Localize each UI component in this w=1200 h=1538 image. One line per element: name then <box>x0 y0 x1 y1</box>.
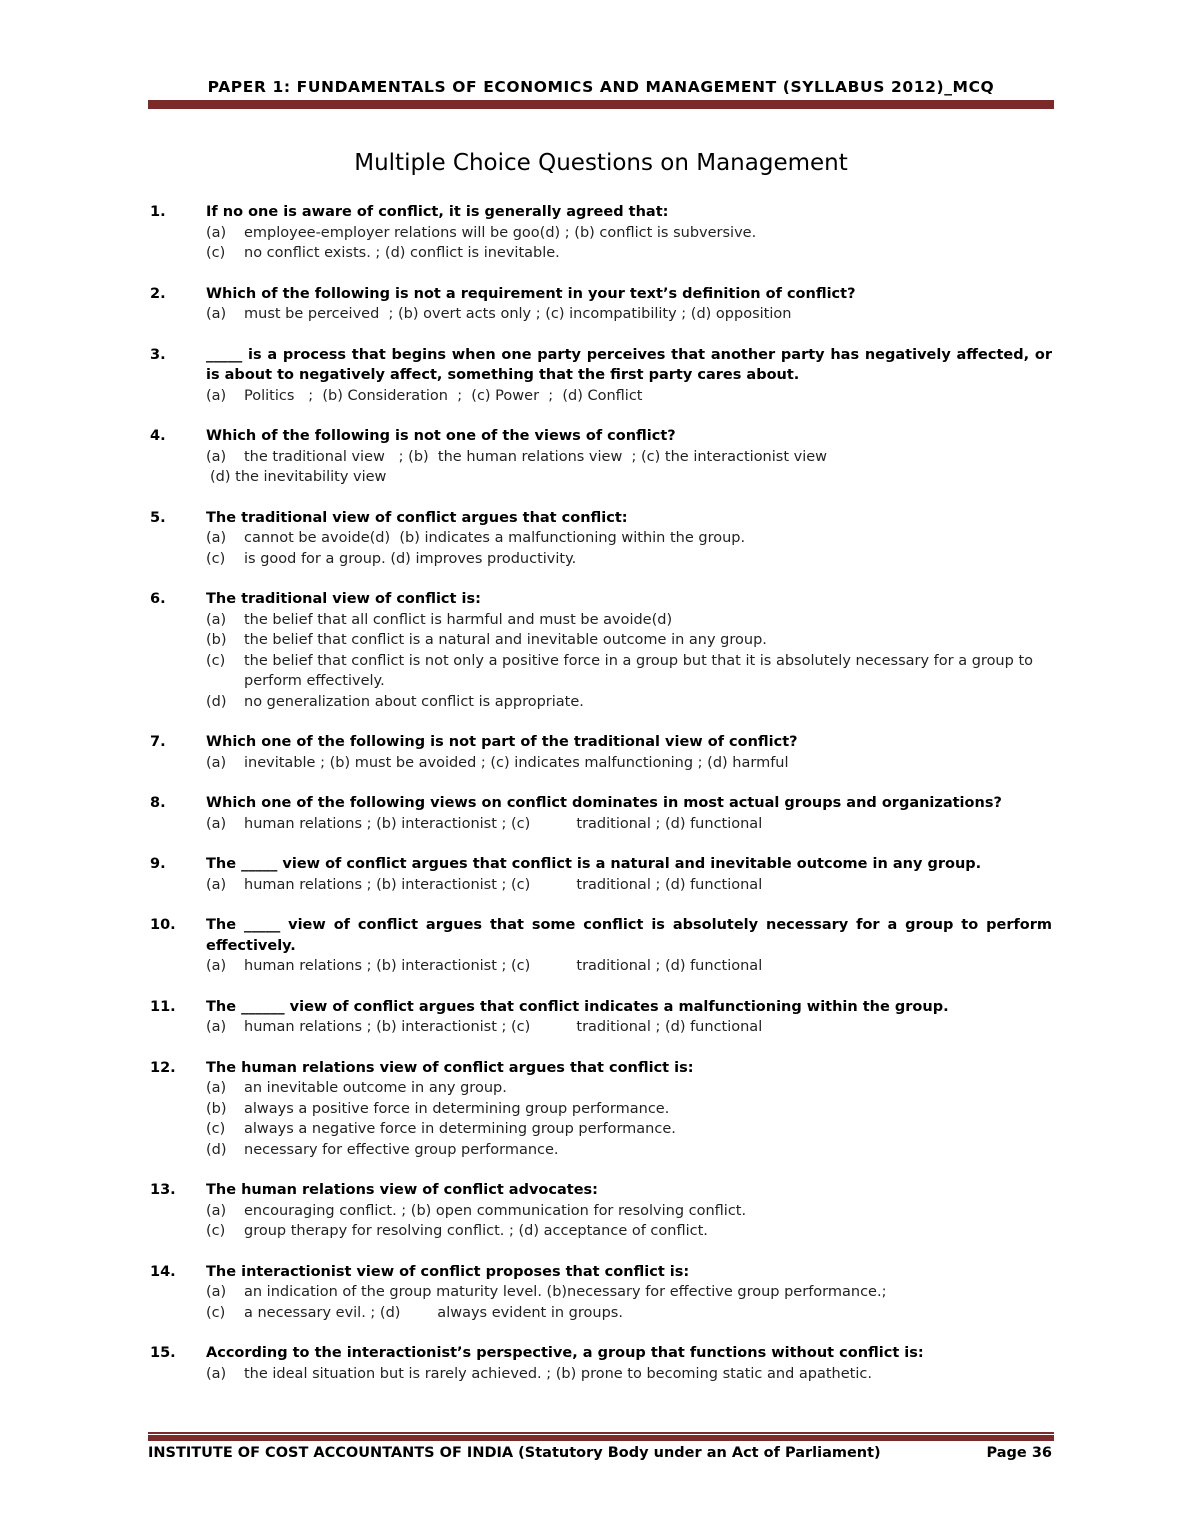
main-heading: Multiple Choice Questions on Management <box>354 150 848 176</box>
option-text: cannot be avoide(d) (b) indicates a malfunctioning within the group. <box>244 530 746 546</box>
option-line <box>206 467 1052 488</box>
question-number: 9. <box>150 856 166 872</box>
option-label: (a) <box>206 306 227 322</box>
option-line <box>206 243 1052 264</box>
question-text: _____ is a process that begins when one party perceives that another party has negatively affected, or is about to negatively affect, something that the first party cares about. <box>206 346 1052 383</box>
question-item <box>150 732 1052 773</box>
question-text: The traditional view of conflict is: <box>206 591 481 607</box>
question-number: 1. <box>150 204 166 220</box>
option-label: (c) <box>206 550 226 567</box>
option-line <box>206 956 1052 977</box>
option-line <box>206 1303 1052 1324</box>
option-line <box>206 651 1052 692</box>
question-text: The human relations view of conflict advocates: <box>206 1182 598 1198</box>
option-label: (a) <box>206 1019 227 1035</box>
option-label: (a) <box>206 1202 227 1219</box>
question-number: 6. <box>150 591 166 607</box>
question-text: Which one of the following views on conflict dominates in most actual groups and organizations? <box>206 795 1002 811</box>
question-item <box>150 426 1052 488</box>
option-text: human relations ; (b) interactionist ; (c) traditional ; (d) functional <box>244 1019 763 1035</box>
option-label: (a) <box>206 754 227 771</box>
option-label: (d) <box>206 1141 227 1158</box>
question-number: 13. <box>150 1182 176 1198</box>
option-line <box>206 549 1052 570</box>
option-text: no generalization about conflict is appropriate. <box>244 693 584 710</box>
option-label: (a) <box>206 876 227 893</box>
option-label: (d) <box>206 693 227 710</box>
question-number: 12. <box>150 1059 176 1076</box>
option-text: human relations ; (b) interactionist ; (c) traditional ; (d) functional <box>244 876 763 893</box>
option-label: (a) <box>206 1284 227 1300</box>
footer-rule-thick <box>148 1435 1054 1441</box>
question-item <box>150 202 1052 264</box>
question-item <box>150 1058 1052 1161</box>
option-text: an indication of the group maturity level. (b)necessary for effective group performance.; <box>244 1284 887 1300</box>
option-label: (c) <box>206 652 226 669</box>
question-text: If no one is aware of conflict, it is generally agreed that: <box>206 204 669 220</box>
option-line <box>206 1119 1052 1140</box>
option-label: (a) <box>206 387 227 404</box>
option-line <box>206 1364 1052 1385</box>
question-text: Which of the following is not one of the views of conflict? <box>206 428 676 444</box>
option-text: always a negative force in determining group performance. <box>244 1121 676 1137</box>
option-label: (c) <box>206 245 226 261</box>
question-item <box>150 854 1052 895</box>
option-text: employee-employer relations will be goo(d) ; (b) conflict is subversive. <box>244 224 757 241</box>
option-label: (b) <box>206 632 227 648</box>
option-line <box>206 692 1052 713</box>
footer-institute: INSTITUTE OF COST ACCOUNTANTS OF INDIA (Statutory Body under an Act of Parliament) <box>148 1445 881 1461</box>
option-line <box>206 386 1052 407</box>
question-text: According to the interactionist’s perspective, a group that functions without conflict is: <box>206 1345 924 1361</box>
option-label: (c) <box>206 1304 226 1321</box>
question-number: 11. <box>150 998 176 1015</box>
option-text: an inevitable outcome in any group. <box>244 1080 507 1096</box>
option-label: (a) <box>206 611 227 628</box>
option-line <box>206 1221 1052 1242</box>
option-text: necessary for effective group performance. <box>244 1141 559 1158</box>
question-number: 2. <box>150 285 166 302</box>
option-text: inevitable ; (b) must be avoided ; (c) indicates malfunctioning ; (d) harmful <box>244 754 789 771</box>
option-label: (c) <box>206 1121 226 1137</box>
question-text: The _____ view of conflict argues that some conflict is absolutely necessary for a group to perform effectively. <box>206 917 1052 954</box>
option-text: always a positive force in determining group performance. <box>244 1100 670 1117</box>
option-line <box>206 875 1052 896</box>
option-line <box>206 1099 1052 1120</box>
option-text: is good for a group. (d) improves productivity. <box>244 550 577 567</box>
footer-page-number: Page 36 <box>986 1445 1052 1461</box>
option-text: the belief that conflict is not only a positive force in a group but that it is absolutely necessary for a group to perform effectively. <box>244 652 1038 689</box>
question-item <box>150 508 1052 570</box>
footer-rule-thin <box>148 1432 1054 1434</box>
question-item <box>150 997 1052 1038</box>
question-number: 14. <box>150 1263 176 1280</box>
option-text: group therapy for resolving conflict. ; (d) acceptance of conflict. <box>244 1223 708 1239</box>
option-line <box>206 610 1052 631</box>
option-text: human relations ; (b) interactionist ; (c) traditional ; (d) functional <box>244 958 763 974</box>
question-text: The _____ view of conflict argues that conflict is a natural and inevitable outcome in any group. <box>206 856 982 872</box>
option-text: human relations ; (b) interactionist ; (c) traditional ; (d) functional <box>244 815 763 832</box>
question-number: 8. <box>150 795 166 811</box>
option-line <box>206 528 1052 549</box>
question-list <box>150 202 1052 1404</box>
option-label: (b) <box>206 1100 227 1117</box>
option-text: the ideal situation but is rarely achieved. ; (b) prone to becoming static and apathetic. <box>244 1365 872 1382</box>
option-text: encouraging conflict. ; (b) open communication for resolving conflict. <box>244 1202 747 1219</box>
question-text: Which of the following is not a requirement in your text’s definition of conflict? <box>206 285 856 302</box>
option-label: (a) <box>206 958 227 974</box>
question-number: 4. <box>150 428 166 444</box>
question-item <box>150 284 1052 325</box>
option-line <box>206 223 1052 244</box>
question-text: The traditional view of conflict argues that conflict: <box>206 509 628 526</box>
option-text: the traditional view ; (b) the human relations view ; (c) the interactionist view <box>244 448 828 465</box>
question-item <box>150 1180 1052 1242</box>
option-text: Politics ; (b) Consideration ; (c) Power ; (d) Conflict <box>244 387 643 404</box>
option-label: (a) <box>206 815 227 832</box>
option-line <box>206 1017 1052 1038</box>
option-line <box>206 1140 1052 1161</box>
option-line <box>206 447 1052 468</box>
question-item <box>150 589 1052 712</box>
question-item <box>150 345 1052 407</box>
question-text: Which one of the following is not part of the traditional view of conflict? <box>206 734 798 750</box>
question-item <box>150 1343 1052 1384</box>
option-line <box>206 1282 1052 1303</box>
question-number: 7. <box>150 734 166 750</box>
option-label: (c) <box>206 1223 226 1239</box>
question-item <box>150 1262 1052 1324</box>
option-line <box>206 753 1052 774</box>
option-label: (a) <box>206 448 227 465</box>
question-number: 5. <box>150 509 166 526</box>
option-line <box>206 630 1052 651</box>
question-number: 15. <box>150 1345 176 1361</box>
header-rule-thick <box>148 100 1054 109</box>
option-text: must be perceived ; (b) overt acts only ; (c) incompatibility ; (d) opposition <box>244 306 792 322</box>
option-line <box>206 304 1052 325</box>
question-text: The ______ view of conflict argues that conflict indicates a malfunctioning within the group. <box>206 998 949 1015</box>
option-text: the belief that all conflict is harmful and must be avoide(d) <box>244 611 673 628</box>
option-text: the belief that conflict is a natural and inevitable outcome in any group. <box>244 632 767 648</box>
question-item <box>150 793 1052 834</box>
question-number: 10. <box>150 917 176 933</box>
option-label: (a) <box>206 530 227 546</box>
question-text: The interactionist view of conflict proposes that conflict is: <box>206 1263 690 1280</box>
option-label: (a) <box>206 224 227 241</box>
option-text: a necessary evil. ; (d) always evident in groups. <box>244 1304 623 1321</box>
question-text: The human relations view of conflict argues that conflict is: <box>206 1059 694 1076</box>
option-text: no conflict exists. ; (d) conflict is inevitable. <box>244 245 560 261</box>
page-header-title: PAPER 1: FUNDAMENTALS OF ECONOMICS AND MANAGEMENT (SYLLABUS 2012)_MCQ <box>207 78 995 96</box>
question-number: 3. <box>150 346 166 363</box>
option-label: (a) <box>206 1365 227 1382</box>
option-label: (a) <box>206 1080 227 1096</box>
option-line <box>206 1201 1052 1222</box>
option-line <box>206 1078 1052 1099</box>
option-line <box>206 814 1052 835</box>
question-item <box>150 915 1052 977</box>
option-text: (d) the inevitability view <box>210 469 387 485</box>
